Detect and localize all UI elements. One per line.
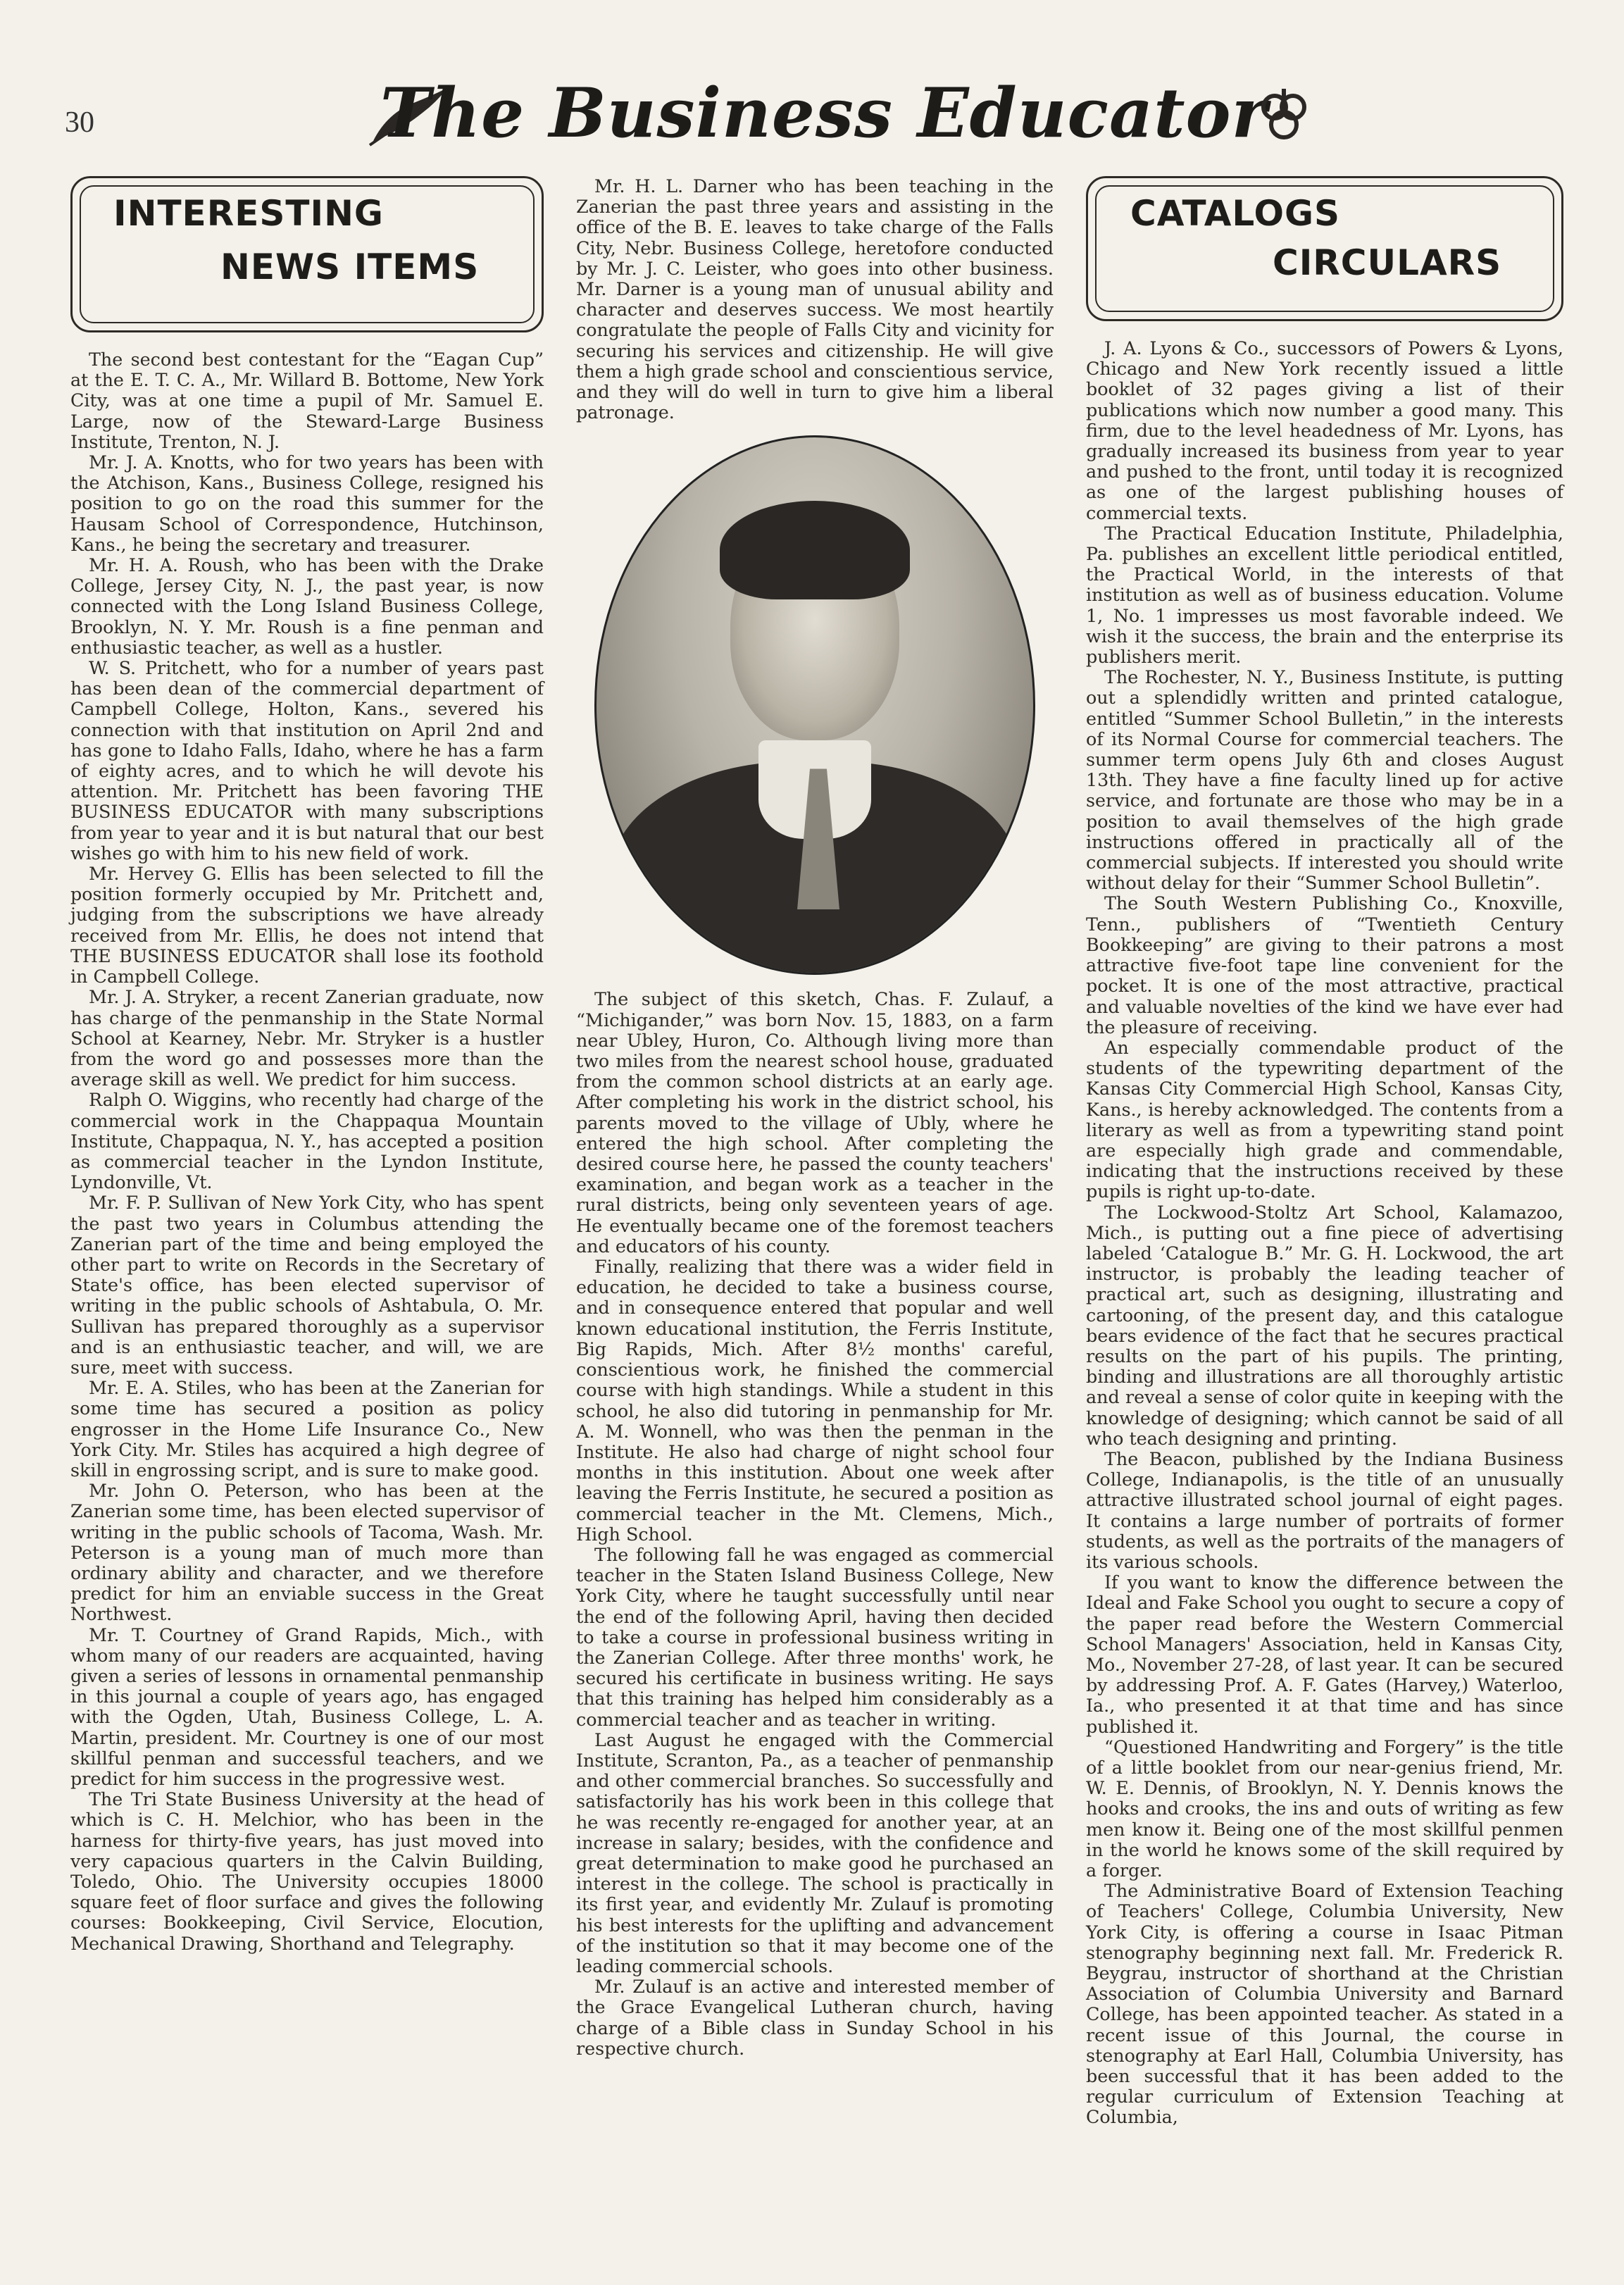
catalogs-heading-box (1086, 176, 1563, 321)
profile-paragraph: The subject of this sketch, Chas. F. Zulauf, a “Michigander,” was born Nov. 15, 1883, on a farm near Ubley, Huron, Co. Although living more than two miles from the nearest school house, graduated from the common school districts at an early age. After completing his work in the district school, his parents moved to the village of Ubly, where he entered the high school. After completing the desired course here, he passed the county teachers' examination, and began work as a teacher in the rural districts, being only seventeen years of age. He eventually became one of the foremost teachers and educators of his county. (576, 988, 1054, 1257)
catalogs-column (1086, 176, 1563, 2128)
heading-line-2: CIRCULARS (1273, 242, 1502, 283)
news-paragraph: Mr. Hervey G. Ellis has been selected to fill the position formerly occupied by Mr. Pritchett and, judging from the subscriptions we have already received from Mr. Ellis, he does not intend that THE BUSINESS EDUCATOR shall lose its foothold in Campbell College. (70, 863, 544, 988)
heading-line-2: NEWS ITEMS (220, 247, 480, 287)
profile-paragraph: Mr. Zulauf is an active and interested member of the Grace Evangelical Lutheran church, having charge of a Bible class in Sunday School in his respective church. (576, 1976, 1054, 2059)
news-paragraph: Mr. F. P. Sullivan of New York City, who has spent the past two years in Columbus attending the Zanerian part of the time and being employed the other part to write on Records in the Secretary of State's office, has been elected supervisor of writing in the public schools of Ashtabula, O. Mr. Sullivan has prepared thoroughly as a supervisor and is an enthusiastic teacher, and will, we are sure, meet with success. (70, 1192, 544, 1378)
news-items-heading-box (70, 176, 544, 332)
catalog-paragraph: “Questioned Handwriting and Forgery” is the title of a little booklet from our near-genius friend, Mr. W. E. Dennis, of Brooklyn, N. Y. Dennis knows the hooks and crooks, the ins and outs of writing as few men know it. Being one of the most skillful penmen in the world he knows some of the skill required by a forger. (1086, 1736, 1563, 1881)
heading-line-1: INTERESTING (113, 193, 384, 234)
news-paragraph: The Tri State Business University at the head of which is C. H. Melchior, who has been in the harness for thirty-five years, has just moved into very capacious quarters in the Calvin Building, Toledo, Ohio. The University occupies 18000 square feet of floor surface and gives the following courses: Bookkeeping, Civil Service, Elocution, Mechanical Drawing, Shorthand and Telegraphy. (70, 1788, 544, 1954)
profile-column (576, 176, 1054, 2059)
catalog-paragraph: The Administrative Board of Extension Teaching of Teachers' College, Columbia University, New York City, is offering a course in Isaac Pitman stenography beginning next fall. Mr. Frederick R. Beygrau, instructor of shorthand at the Christian Association of Columbia University and Barnard College, has been appointed teacher. As stated in a recent issue of this Journal, the course in stenography at Earl Hall, Columbia University, has been successful that it has been added to the regular curriculum of Extension Teaching at Columbia, (1086, 1880, 1563, 2128)
news-paragraph: Mr. John O. Peterson, who has been at the Zanerian some time, has been elected supervisor of writing in the public schools of Tacoma, Wash. Mr. Peterson is a young man of much more than ordinary ability and character, and we therefore predict for him an enviable success in the Great Northwest. (70, 1480, 544, 1625)
catalog-paragraph: An especially commendable product of the students of the typewriting department of the Kansas City Commercial High School, Kansas City, Kans., is hereby acknowledged. The contents from a literary as well as from a typewriting stand point are especially high grade and commendable, indicating that the instructions received by these pupils is right up-to-date. (1086, 1036, 1563, 1202)
ornament-emblem-icon (1259, 86, 1308, 142)
news-items-column (70, 176, 544, 1954)
profile-paragraph: Finally, realizing that there was a wider field in education, he decided to take a business course, and in consequence entered that popular and well known educational institution, the Ferris Institute, Big Rapids, Mich. After 8½ months' careful, conscientious work, he finished the commercial course with high standings. While a student in this school, he also did tutoring in penmanship for Mr. A. M. Wonnell, who was then the penman in the Institute. He also had charge of night school four months in this institution. About one week after leaving the Ferris Institute, he secured a position as commercial teacher in the Mt. Clemens, Mich., High School. (576, 1256, 1054, 1545)
portrait-photo (594, 435, 1035, 975)
news-paragraph: The second best contestant for the “Eagan Cup” at the E. T. C. A., Mr. Willard B. Bottome, New York City, was at one time a pupil of Mr. Samuel E. Large, now of the Steward-Large Business Institute, Trenton, N. J. (70, 349, 544, 452)
profile-paragraph: Last August he engaged with the Commercial Institute, Scranton, Pa., as a teacher of penmanship and other commercial branches. So successfully and satisfactorily has his work been in this college that he was recently re-engaged for another year, at an increase in salary; besides, with the confidence and great determination to make good he purchased an interest in the college. The school is practically in its first year, and evidently Mr. Zulauf is promoting his best interests for the uplifting and advancement of the institution so that it may become one of the leading commercial schools. (576, 1729, 1054, 1976)
news-paragraph: Mr. E. A. Stiles, who has been at the Zanerian for some time has secured a position as policy engrosser in the Home Life Insurance Co., New York City. Mr. Stiles has acquired a high degree of skill in engrossing script, and is sure to make good. (70, 1377, 544, 1481)
catalog-paragraph: The Practical Education Institute, Philadelphia, Pa. publishes an excellent little periodical entitled, the Practical World, in the interests of that institution as well as of business education. Volume 1, No. 1 impresses us most favorable indeed. We wish it the success, the brain and the enterprise its publishers merit. (1086, 522, 1563, 668)
news-paragraph: Mr. J. A. Knotts, who for two years has been with the Atchison, Kans., Business College, resigned his position to go on the road this summer for the Hausam School of Correspondence, Hutchinson, Kans., he being the secretary and treasurer. (70, 452, 544, 555)
profile-paragraph: The following fall he was engaged as commercial teacher in the Staten Island Business College, New York City, where he taught successfully until near the end of the following April, having then decided to take a course in professional business writing in the Zanerian College. After three months' work, he secured his certificate in business writing. He says that this training has helped him considerably as a commercial teacher and as teacher in writing. (576, 1543, 1054, 1730)
catalog-paragraph: If you want to know the difference between the Ideal and Fake School you ought to secure a copy of the paper read before the Western Commercial School Managers' Association, held in Kansas City, Mo., November 27-28, of last year. It can be secured by addressing Prof. A. F. Gates (Harvey,) Waterloo, Ia., who presented it at that time and has since published it. (1086, 1571, 1563, 1737)
catalog-paragraph: The South Western Publishing Co., Knoxville, Tenn., publishers of “Twentieth Century Bookkeeping” are giving to their patrons a most attractive five-foot tape line convenient for the pocket. It is one of the most attractive, practical and valuable novelties of the kind we have ever had the pleasure of receiving. (1086, 892, 1563, 1038)
page-number: 30 (65, 106, 94, 139)
news-paragraph: Mr. T. Courtney of Grand Rapids, Mich., with whom many of our readers are acquainted, having given a series of lessons in ornamental penmanship in this journal a couple of years ago, has engaged with the Ogden, Utah, Business College, L. A. Martin, president. Mr. Courtney is one of our most skillful penman and successful teachers, and we predict for him success in the progressive west. (70, 1624, 544, 1790)
profile-paragraph: Mr. H. L. Darner who has been teaching in the Zanerian the past three years and assisting in the office of the B. E. leaves to take charge of the Falls City, Nebr. Business College, heretofore conducted by Mr. J. C. Leister, who goes into other business. Mr. Darner is a young man of unusual ability and character and deserves success. We most heartily congratulate the people of Falls City and vicinity for securing his services and citizenship. He will give them a high grade school and conscientious service, and they will do well in turn to give him a liberal patronage. (576, 175, 1054, 423)
masthead (366, 74, 1282, 151)
catalog-paragraph: The Lockwood-Stoltz Art School, Kalamazoo, Mich., is putting out a fine piece of advertising labeled ‘Catalogue B.” Mr. G. H. Lockwood, the art instructor, is probably the leading teacher of practical art, such as designing, illustrating and cartooning, of the present day, and this catalogue bears evidence of the fact that he secures practical results on the part of his pupils. The printing, binding and illustrations are all thoroughly artistic and reveal a sense of color quite in keeping with the knowledge of designing; which cannot be said of all who teach designing and printing. (1086, 1201, 1563, 1449)
news-paragraph: Ralph O. Wiggins, who recently had charge of the commercial work in the Chappaqua Mountain Institute, Chappaqua, N. Y., has accepted a position as commercial teacher in the Lyndon Institute, Lyndonville, Vt. (70, 1089, 544, 1193)
catalog-paragraph: The Rochester, N. Y., Business Institute, is putting out a splendidly written and printed catalogue, entitled “Summer School Bulletin,” in the interests of its Normal Course for commercial teachers. The summer term opens July 6th and closes August 13th. They have a fine faculty lined up for active service, and fortunate are those who may be in a position to avail themselves of the high grade instructions offered in practically all of the commercial subjects. If interested you should write without delay for their “Summer School Bulletin”. (1086, 666, 1563, 894)
news-paragraph: Mr. J. A. Stryker, a recent Zanerian graduate, now has charge of the penmanship in the State Normal School at Kearney, Nebr. Mr. Stryker is a hustler from the word go and possesses more than the average skill as well. We predict for him success. (70, 986, 544, 1090)
heading-line-1: CATALOGS (1130, 193, 1341, 234)
news-paragraph: W. S. Pritchett, who for a number of years past has been dean of the commercial department of Campbell College, Holton, Kans., severed his connection with that institution on April 2nd and has gone to Idaho Falls, Idaho, where he has a farm of eighty acres, and to which he will devote his attention. Mr. Pritchett has been favoring THE BUSINESS EDUCATOR with many subscriptions from year to year and it is but natural that our best wishes go with him to his new field of work. (70, 657, 544, 864)
catalog-paragraph: J. A. Lyons & Co., successors of Powers & Lyons, Chicago and New York recently issued a little booklet of 32 pages giving a list of their publications which now number a good many. This firm, due to the level headedness of Mr. Lyons, has gradually increased its business from year to year and pushed to the front, until today it is recognized as one of the largest publishing houses of commercial texts. (1086, 337, 1563, 523)
news-paragraph: Mr. H. A. Roush, who has been with the Drake College, Jersey City, N. J., the past year, is now connected with the Long Island Business College, Brooklyn, N. Y. Mr. Roush is a fine penman and enthusiastic teacher, as well as a hustler. (70, 554, 544, 658)
masthead-title: The Business Educator (380, 73, 1268, 153)
catalog-paragraph: The Beacon, published by the Indiana Business College, Indianapolis, is the title of an unusually attractive illustrated school journal of eight pages. It contains a large number of portraits of former students, as well as the portraits of the managers of its various schools. (1086, 1447, 1563, 1572)
